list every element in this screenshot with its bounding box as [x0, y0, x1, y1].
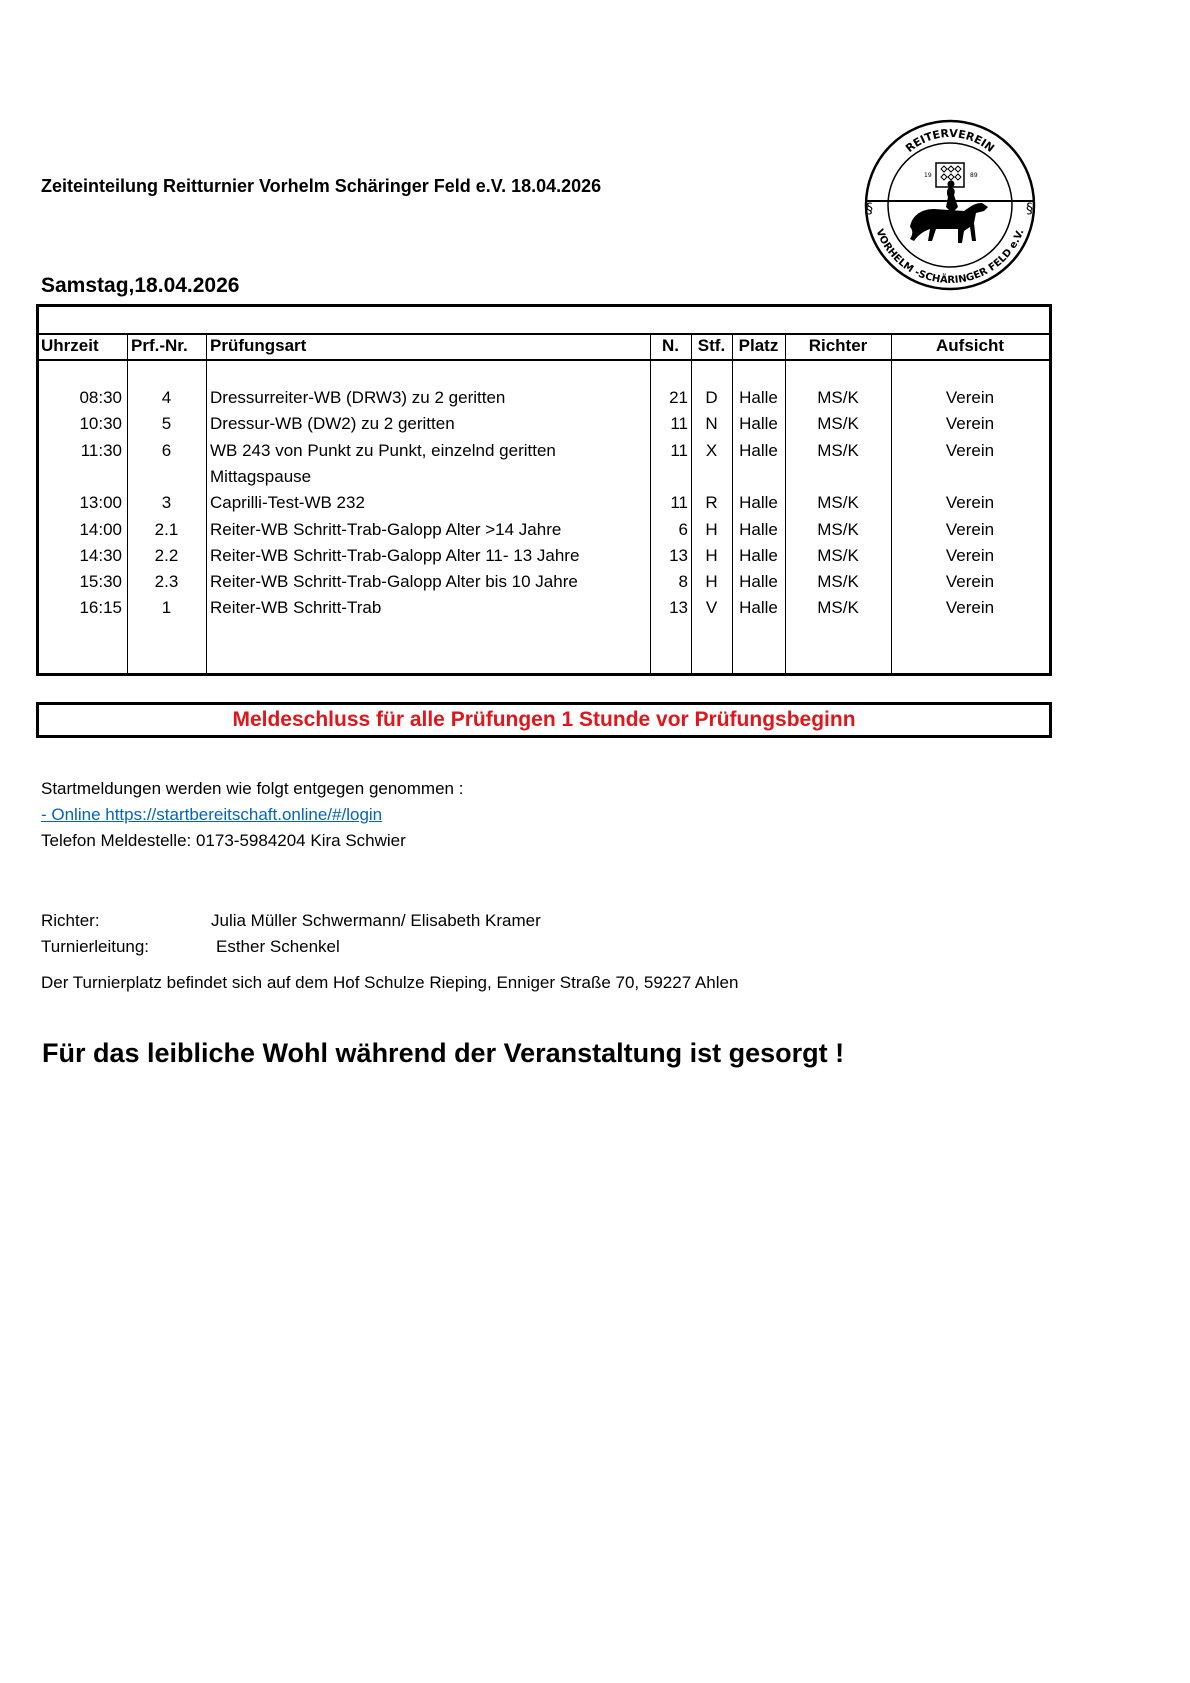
cell-time: 14:00: [79, 519, 122, 539]
cell-art: Mittagspause: [210, 466, 312, 486]
cell-n: 11: [670, 440, 688, 460]
cell-stf: H: [705, 572, 718, 592]
cell-stf: V: [705, 598, 718, 618]
cell-n: 6: [678, 519, 688, 539]
cell-art: Dressur-WB (DW2) zu 2 geritten: [210, 414, 455, 434]
header-platz: Platz: [738, 336, 779, 355]
cell-platz: Halle: [739, 519, 778, 539]
cell-nr: [127, 464, 206, 490]
table-top-strip: [39, 307, 1049, 335]
cell-art: Dressurreiter-WB (DRW3) zu 2 geritten: [210, 388, 506, 407]
cell-richter: MS/K: [817, 493, 859, 513]
cell-art: Reiter-WB Schritt-Trab-Galopp Alter bis 10 Jahre: [210, 572, 578, 592]
cell-nr: 2.3: [154, 572, 179, 592]
cell-richter: MS/K: [817, 440, 859, 460]
cell-time: 15:30: [79, 572, 122, 592]
cell-aufsicht: [891, 464, 1049, 490]
judge-label: Richter:: [41, 911, 100, 930]
judge-value: Julia Müller Schwermann/ Elisabeth Kramer: [211, 911, 541, 930]
cell-richter: MS/K: [817, 388, 859, 407]
cell-time: 13:00: [79, 493, 122, 513]
cell-time: 08:30: [79, 388, 122, 407]
club-logo: [852, 117, 1048, 292]
svg-text:§: §: [1026, 201, 1033, 217]
cell-stf: N: [705, 414, 718, 434]
cell-aufsicht: Verein: [945, 598, 995, 618]
cell-aufsicht: Verein: [945, 493, 995, 513]
cell-richter: MS/K: [817, 414, 859, 434]
lead-label: Turnierleitung:: [41, 937, 150, 956]
cell-aufsicht: Verein: [945, 572, 995, 592]
cell-aufsicht: Verein: [945, 414, 995, 434]
header-uhrzeit: Uhrzeit: [41, 336, 99, 355]
cell-platz: Halle: [739, 545, 778, 565]
cell-platz: Halle: [739, 414, 778, 434]
cell-n: 21: [669, 388, 688, 407]
logo-top-text: REITERVEREIN: [903, 126, 997, 156]
cell-art: WB 243 von Punkt zu Punkt, einzelnd geritten: [210, 440, 556, 460]
cell-platz: [732, 464, 785, 490]
cell-art: Reiter-WB Schritt-Trab: [210, 598, 382, 618]
logo-bottom-text: VORHELM -SCHÄRINGER FELD e.V.: [873, 227, 1027, 287]
cell-art: Reiter-WB Schritt-Trab-Galopp Alter 11- 13 Jahre: [210, 545, 580, 565]
cell-aufsicht: Verein: [945, 519, 995, 539]
cell-stf: D: [705, 388, 718, 407]
cell-stf: H: [705, 519, 718, 539]
cell-aufsicht: Verein: [945, 545, 995, 565]
cell-richter: MS/K: [817, 519, 859, 539]
logo-year-left: 19: [924, 172, 932, 179]
cell-richter: MS/K: [817, 598, 859, 618]
cell-n: 13: [669, 598, 688, 618]
cell-art: Caprilli-Test-WB 232: [210, 493, 365, 513]
cell-time: [41, 464, 122, 490]
header-aufsicht: Aufsicht: [936, 336, 1004, 355]
cell-n: 8: [678, 572, 688, 592]
closing-statement: Für das leibliche Wohl während der Veranstaltung ist gesorgt !: [42, 1038, 845, 1068]
cell-stf: R: [705, 493, 718, 513]
cell-aufsicht: Verein: [945, 440, 995, 460]
cell-nr: 5: [161, 414, 172, 434]
document-title: Zeiteinteilung Reitturnier Vorhelm Schäringer Feld e.V. 18.04.2026: [41, 176, 602, 196]
cell-n: 13: [669, 545, 688, 565]
header-n: N.: [662, 336, 679, 355]
location-text: Der Turnierplatz befindet sich auf dem Hof Schulze Rieping, Enniger Straße 70, 59227 Ahlen: [41, 973, 739, 992]
header-prf-nr: Prf.-Nr.: [131, 336, 188, 355]
cell-n: 11: [670, 414, 688, 434]
entries-intro: Startmeldungen werden wie folgt entgegen genommen :: [41, 779, 464, 798]
cell-stf: H: [705, 545, 718, 565]
cell-richter: MS/K: [817, 545, 859, 565]
svg-text:§: §: [866, 201, 873, 217]
cell-art: Reiter-WB Schritt-Trab-Galopp Alter >14 Jahre: [210, 519, 562, 539]
cell-time: 16:15: [79, 598, 122, 618]
cell-platz: Halle: [739, 493, 778, 513]
header-stf: Stf.: [697, 336, 726, 355]
cell-stf: X: [705, 440, 718, 460]
deadline-banner: Meldeschluss für alle Prüfungen 1 Stunde vor Prüfungsbeginn: [36, 702, 1052, 738]
cell-time: 10:30: [79, 414, 122, 434]
schedule-table: [36, 304, 1052, 676]
cell-time: 14:30: [79, 545, 122, 565]
cell-nr: 2.1: [154, 519, 179, 539]
cell-time: 11:30: [80, 440, 122, 460]
cell-stf: [691, 464, 732, 490]
cell-nr: 2.2: [154, 545, 179, 565]
cell-n: [650, 464, 688, 490]
horse-rider-icon: [910, 181, 988, 244]
cell-nr: 1: [161, 598, 172, 618]
cell-nr: 3: [161, 493, 172, 513]
cell-n: 11: [670, 493, 688, 513]
cell-aufsicht: Verein: [945, 388, 995, 407]
cell-nr: 6: [161, 440, 172, 460]
entries-phone: Telefon Meldestelle: 0173-5984204 Kira Schwier: [41, 831, 406, 850]
cell-richter: MS/K: [817, 572, 859, 592]
cell-nr: 4: [161, 388, 172, 407]
cell-platz: Halle: [739, 572, 778, 592]
cell-platz: Halle: [739, 388, 778, 407]
cell-richter: [785, 464, 891, 490]
cell-platz: Halle: [739, 598, 778, 618]
header-pruefungsart: Prüfungsart: [210, 336, 307, 355]
cell-platz: Halle: [739, 440, 778, 460]
online-entry-link[interactable]: - Online https://startbereitschaft.online/#/login: [41, 805, 383, 824]
day-title: Samstag,18.04.2026: [41, 274, 240, 297]
logo-year-right: 89: [970, 172, 978, 179]
header-richter: Richter: [808, 336, 868, 355]
lead-value: Esther Schenkel: [216, 937, 340, 956]
